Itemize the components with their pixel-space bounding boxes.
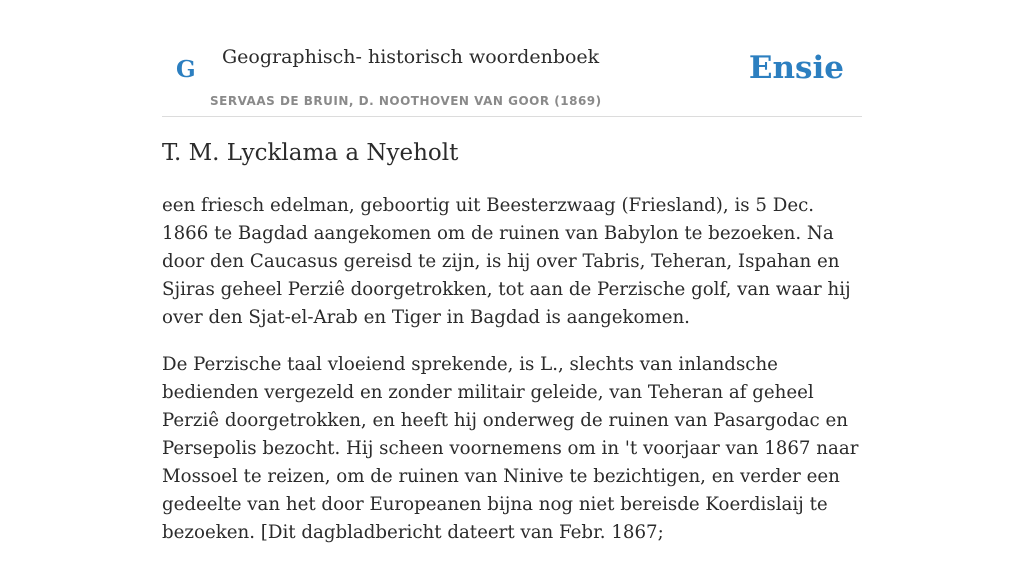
header bbox=[162, 0, 862, 117]
ensie-logo-link[interactable]: Ensie bbox=[748, 50, 844, 86]
entry-body bbox=[162, 192, 862, 566]
entry-paragraph: een friesch edelman, geboortig uit Beesterzwaag (Friesland), is 5 Dec. 1866 te Bagdad aangekomen om de ruinen van Babylon te bezoeken. Na door den Caucasus gereisd te zijn, is hij over Tabris, Teheran, Ispahan en Sjiras geheel Perziê doorgetrokken, tot aan de Perzische golf, van waar hij over den Sjat-el-Arab en Tiger in Bagdad is aangekomen. bbox=[162, 195, 851, 328]
book-author: SERVAAS DE BRUIN, D. NOOTHOVEN VAN GOOR (1869) bbox=[210, 94, 602, 108]
book-logo-link[interactable]: G bbox=[176, 56, 196, 83]
entry-paragraph: De Perzische taal vloeiend sprekende, is L., slechts van inlandsche bedienden vergezeld en zonder militair geleide, van Teheran af geheel Perziê doorgetrokken, en heeft hij onderweg de ruinen van Pasargodac en Persepolis bezocht. Hij scheen voornemens om in 't voorjaar van 1867 naar Mossoel te reizen, om de ruinen van Ninive te bezichtigen, en verder een gedeelte van het door Europeanen bijna nog niet bereisde Koerdislaij te bezoeken. [Dit dagbladbericht dateert van Febr. 1867; bbox=[162, 354, 859, 543]
page-container bbox=[162, 0, 862, 543]
entry-title: T. M. Lycklama a Nyeholt bbox=[162, 140, 459, 166]
book-title-link[interactable]: Geographisch- historisch woordenboek bbox=[222, 46, 600, 68]
